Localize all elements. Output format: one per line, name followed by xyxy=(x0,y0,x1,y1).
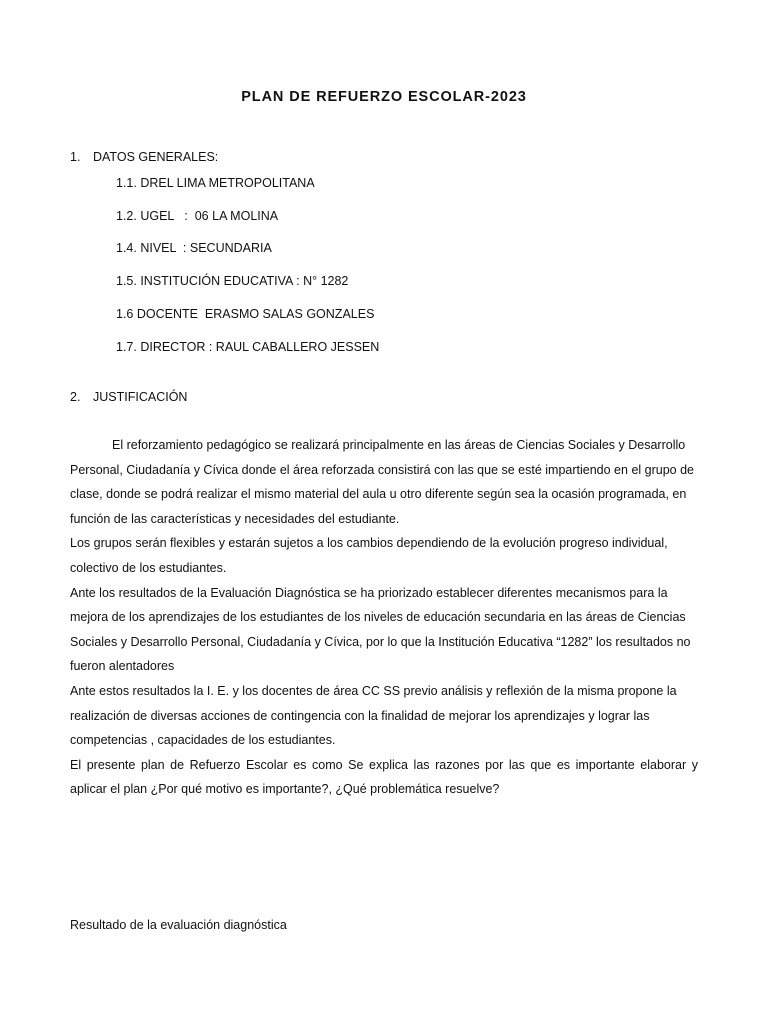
data-item-nivel: 1.4. NIVEL : SECUNDARIA xyxy=(116,241,272,255)
justification-paragraph-1: El reforzamiento pedagógico se realizará principalmente en las áreas de Ciencias Sociales y Desarrollo Personal, Ciudadanía y Cívica donde el área reforzada consistirá con las que se esté impartiendo en el grupo de clase, donde se podrá realizar el mismo material del aula u otro diferente según sea la ocasión programada, en función de las características y necesidades del estudiante. xyxy=(70,438,694,526)
justification-paragraph-3: Ante los resultados de la Evaluación Diagnóstica se ha priorizado establecer diferentes mecanismos para la mejora de los aprendizajes de los estudiantes de los niveles de educación secundaria en las áreas de Ciencias Sociales y Desarrollo Personal, Ciudadanía y Cívica, por lo que la Institución Educativa “1282” los resultados no fueron alentadores xyxy=(70,585,691,674)
data-item-ugel: 1.2. UGEL : 06 LA MOLINA xyxy=(116,209,279,223)
document-title: PLAN DE REFUERZO ESCOLAR-2023 xyxy=(241,89,527,105)
diagnostic-results-label: Resultado de la evaluación diagnóstica xyxy=(70,918,287,932)
section-2-number: 2. xyxy=(70,390,81,404)
justification-paragraph-5: El presente plan de Refuerzo Escolar es como Se explica las razones por las que es importante elaborar y aplicar el plan ¿Por qué motivo es importante?, ¿Qué problemática resuelve? xyxy=(70,757,698,797)
data-item-drel: 1.1. DREL LIMA METROPOLITANA xyxy=(116,176,315,190)
justification-body xyxy=(70,433,698,802)
section-2-heading xyxy=(70,390,187,404)
section-2-title: JUSTIFICACIÓN xyxy=(93,390,188,404)
section-1-number: 1. xyxy=(70,150,81,164)
data-item-docente: 1.6 DOCENTE ERASMO SALAS GONZALES xyxy=(116,307,375,321)
justification-paragraph-4: Ante estos resultados la I. E. y los docentes de área CC SS previo análisis y reflexión de la misma propone la realización de diversas acciones de contingencia con la finalidad de mejorar los aprendizajes y lograr las competencias , capacidades de los estudiantes. xyxy=(70,683,677,748)
section-1-heading xyxy=(70,150,218,164)
data-item-institucion: 1.5. INSTITUCIÓN EDUCATIVA : N° 1282 xyxy=(116,274,349,288)
justification-paragraph-2: Los grupos serán flexibles y estarán sujetos a los cambios dependiendo de la evolución progreso individual, colectivo de los estudiantes. xyxy=(70,536,668,575)
data-item-director: 1.7. DIRECTOR : RAUL CABALLERO JESSEN xyxy=(116,340,380,354)
section-1-title: DATOS GENERALES: xyxy=(93,150,219,164)
